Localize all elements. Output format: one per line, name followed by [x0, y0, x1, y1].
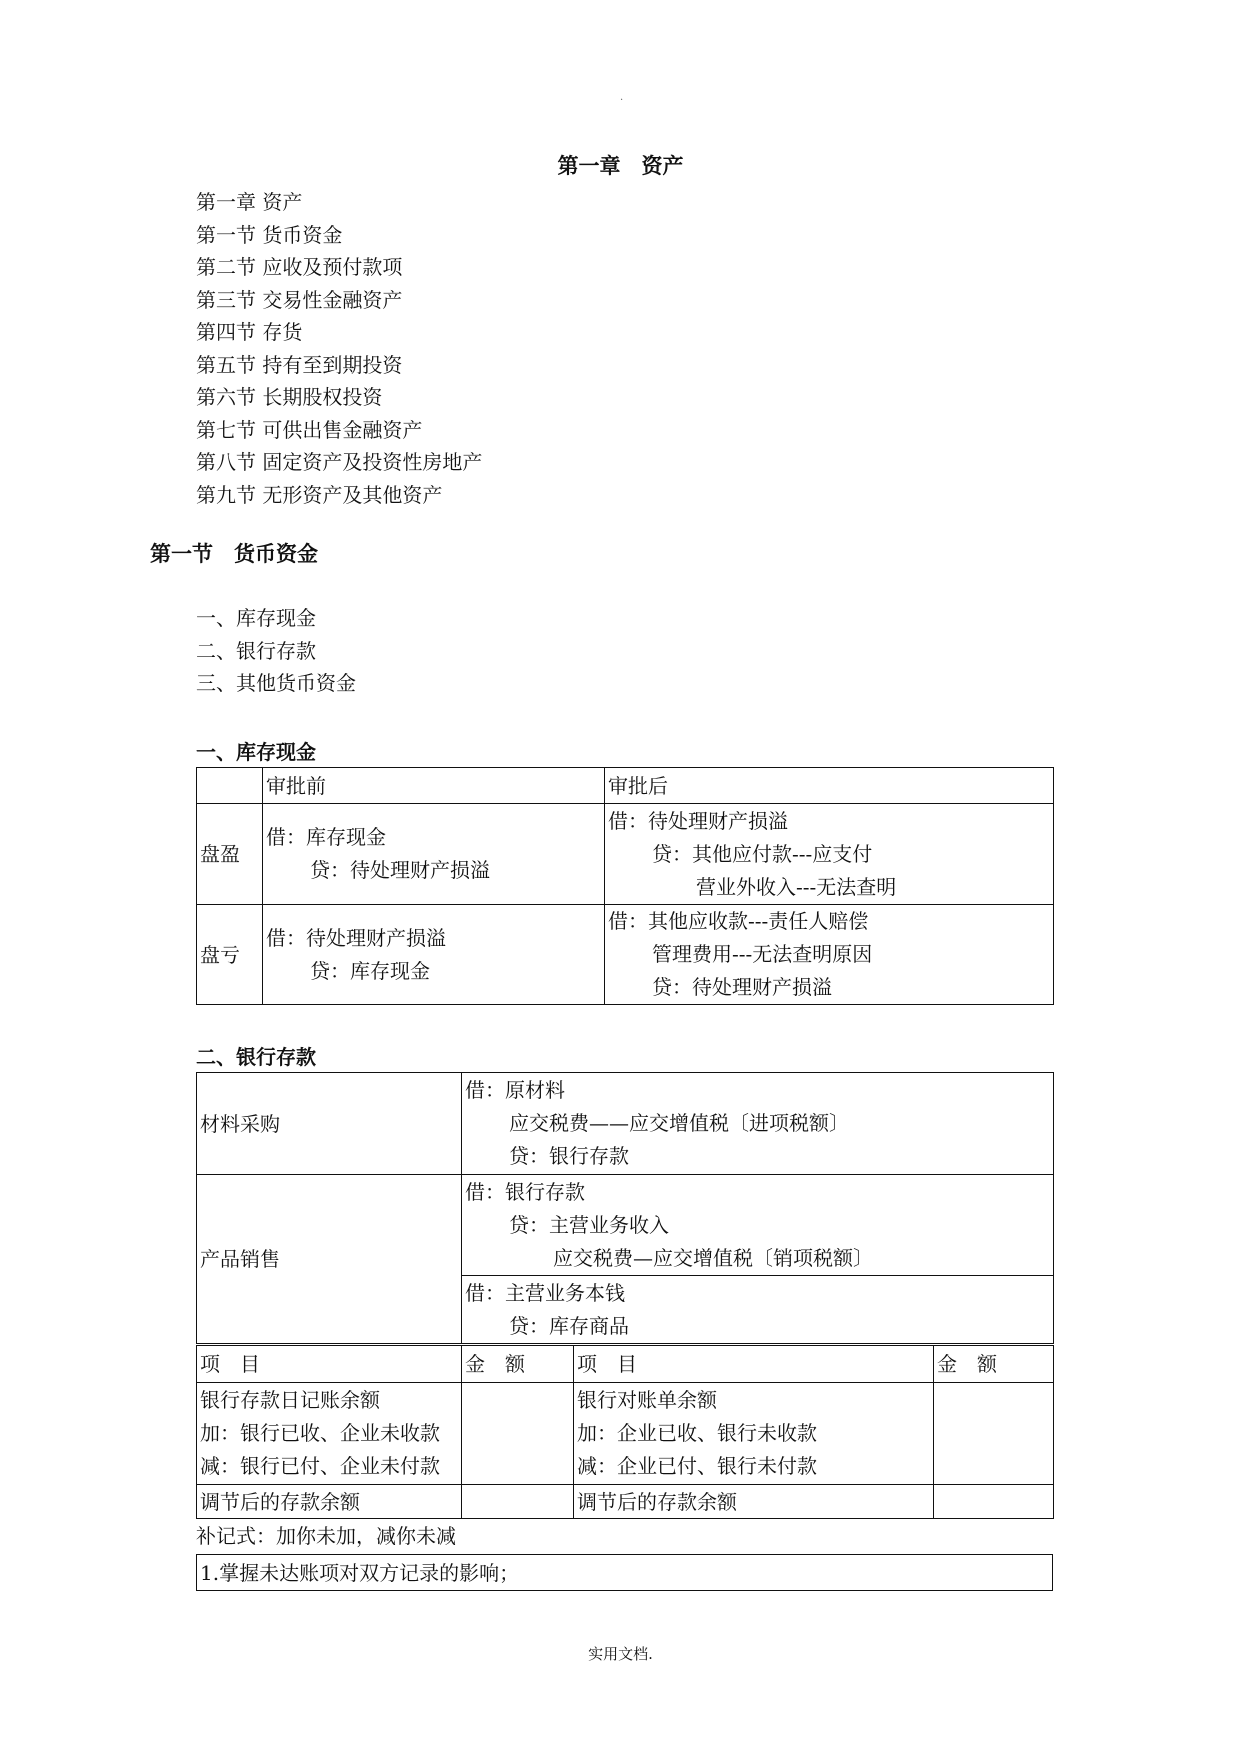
surplus-before: [263, 804, 605, 905]
entry-line: 应交税费——应交增值税〔进项税额〕: [509, 1111, 849, 1135]
recon-line: 减：银行已付、企业未付款: [200, 1454, 440, 1478]
entry-line: 借：银行存款: [465, 1179, 585, 1204]
surplus-label: 盘盈: [197, 804, 263, 905]
recon-adjusted-right-amount: [934, 1485, 1054, 1519]
toc-item: 第七节 可供出售金融资产: [196, 417, 423, 442]
key-point: 1.掌握未达账项对双方记录的影响；: [197, 1555, 1053, 1591]
page-footer: 实用文档.: [588, 1645, 653, 1663]
entry-line: 贷：主营业务收入: [509, 1212, 669, 1237]
reconciliation-note: 补记式：加你未加，减你未减: [196, 1524, 456, 1548]
recon-head-item: 项 目: [197, 1346, 462, 1383]
recon-line: 减：企业已付、银行未付款: [577, 1454, 817, 1478]
toc-item: 第一节 货币资金: [196, 222, 343, 247]
deficit-after: [605, 905, 1054, 1005]
recon-line: 银行对账单余额: [577, 1388, 717, 1412]
header-mark: .: [620, 92, 624, 103]
entry-line: 贷：待处理财产损溢: [652, 975, 832, 999]
recon-right-items: [574, 1383, 934, 1485]
sales-label: 产品销售: [197, 1175, 462, 1344]
recon-head-item: 项 目: [574, 1346, 934, 1383]
deficit-before: [263, 905, 605, 1005]
sub-list-item: 二、银行存款: [196, 638, 316, 663]
toc-item: 第二节 应收及预付款项: [196, 255, 403, 279]
entry-line: 应交税费—应交增值税〔销项税额〕: [553, 1245, 873, 1270]
chapter-title: 第一章 资产: [557, 153, 684, 178]
recon-adjusted-right: 调节后的存款余额: [574, 1485, 934, 1519]
recon-adjusted-left: 调节后的存款余额: [197, 1485, 462, 1519]
entry-line: 贷：库存商品: [509, 1313, 629, 1338]
entry-line: 营业外收入---无法查明: [696, 874, 897, 899]
entry-line: 贷：库存现金: [310, 958, 430, 983]
sub-list-item: 三、其他货币资金: [196, 671, 356, 695]
sub-list: [196, 602, 356, 700]
toc-item: 第一章 资产: [196, 190, 303, 214]
entry-line: 借：主营业务本钱: [465, 1280, 625, 1305]
cash-table: [196, 767, 1054, 1005]
sales-entry-revenue: [462, 1175, 1054, 1276]
cash-title: 一、库存现金: [196, 740, 316, 764]
recon-head-amount: 金 额: [934, 1346, 1054, 1383]
entry-line: 借：库存现金: [266, 825, 386, 849]
toc-item: 第六节 长期股权投资: [196, 385, 383, 409]
recon-line: 加：企业已收、银行未收款: [577, 1421, 817, 1445]
bank-entries-table: [196, 1072, 1054, 1344]
entry-line: 贷：其他应付款---应支付: [652, 841, 873, 866]
purchase-label: 材料采购: [197, 1073, 462, 1175]
entry-line: 借：待处理财产损溢: [608, 808, 788, 833]
section-title: 第一节 货币资金: [150, 541, 318, 566]
recon-line: 加：银行已收、企业未收款: [200, 1421, 440, 1445]
recon-left-items: [197, 1383, 462, 1485]
toc-item: 第八节 固定资产及投资性房地产: [196, 450, 483, 474]
entry-line: 贷：银行存款: [509, 1144, 629, 1168]
deficit-label: 盘亏: [197, 905, 263, 1005]
entry-line: 管理费用---无法查明原因: [652, 942, 873, 966]
cash-head-blank: [197, 768, 263, 804]
sales-entry-cost: [462, 1276, 1054, 1344]
bank-title: 二、银行存款: [196, 1045, 316, 1069]
table-of-contents: [196, 186, 482, 511]
recon-left-amount: [462, 1383, 574, 1485]
entry-line: 贷：待处理财产损溢: [310, 858, 490, 882]
reconciliation-table: [196, 1345, 1054, 1519]
toc-item: 第四节 存货: [196, 320, 303, 344]
recon-adjusted-left-amount: [462, 1485, 574, 1519]
toc-item: 第九节 无形资产及其他资产: [196, 482, 443, 507]
purchase-entry: [462, 1073, 1054, 1175]
recon-line: 银行存款日记账余额: [200, 1388, 380, 1412]
toc-item: 第三节 交易性金融资产: [196, 287, 403, 312]
sub-list-item: 一、库存现金: [196, 606, 316, 630]
cash-head-before: 审批前: [263, 768, 605, 804]
entry-line: 借：待处理财产损溢: [266, 925, 446, 950]
cash-head-after: 审批后: [605, 768, 1054, 804]
entry-line: 借：其他应收款---责任人赔偿: [608, 909, 869, 933]
surplus-after: [605, 804, 1054, 905]
recon-head-amount: 金 额: [462, 1346, 574, 1383]
toc-item: 第五节 持有至到期投资: [196, 352, 403, 377]
key-point-box: [196, 1554, 1053, 1591]
entry-line: 借：原材料: [465, 1078, 565, 1102]
recon-right-amount: [934, 1383, 1054, 1485]
